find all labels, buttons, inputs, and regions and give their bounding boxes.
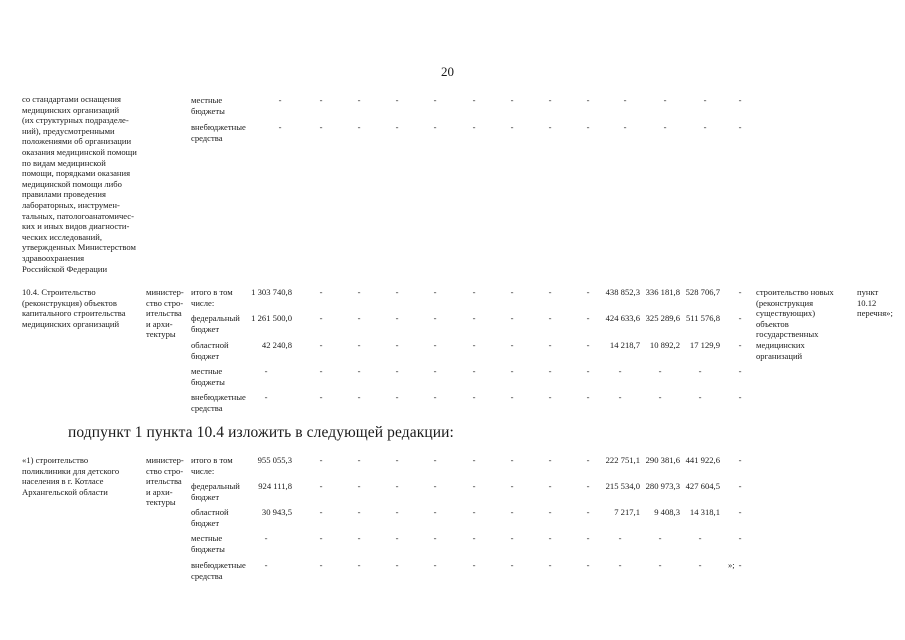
measure-title-line: (реконструкция) объектов (22, 297, 117, 308)
empty-value-dash: - (510, 122, 514, 132)
measure-description-line: ний), предусмотренными (22, 125, 115, 136)
funding-source-label: местные бюджеты (191, 95, 225, 116)
year-amount: 424 633,6 (605, 313, 640, 323)
measure-description-line: (их структурных подразделе- (22, 115, 129, 126)
funding-source-label: местные бюджеты (191, 533, 225, 554)
empty-value-dash: - (433, 313, 437, 323)
empty-value-dash: - (357, 560, 361, 570)
measure-title-line: Архангельской области (22, 486, 108, 497)
empty-value-dash: - (548, 455, 552, 465)
empty-value-dash: - (395, 392, 399, 402)
expected-result-line: строительство новых (756, 287, 834, 297)
empty-value-dash: - (548, 95, 552, 105)
empty-value-dash: - (510, 313, 514, 323)
executor-line: и архи- (146, 318, 173, 329)
measure-description-line: со стандартами оснащения (22, 94, 121, 104)
empty-value-dash: - (433, 122, 437, 132)
funding-source-label: итого в том числе: (191, 287, 233, 308)
empty-value-dash: - (738, 366, 742, 376)
total-amount: - (264, 533, 268, 543)
expected-result-line: (реконструкция (756, 297, 814, 308)
empty-value-dash: - (472, 507, 476, 517)
empty-value-dash: - (319, 313, 323, 323)
year-amount: - (658, 533, 662, 543)
expected-result-line: медицинских (756, 340, 805, 350)
empty-value-dash: - (319, 455, 323, 465)
empty-value-dash: - (586, 366, 590, 376)
year-amount: - (618, 533, 622, 543)
empty-value-dash: - (510, 481, 514, 491)
empty-value-dash: - (319, 507, 323, 517)
empty-value-dash: - (703, 95, 707, 105)
empty-value-dash: - (357, 122, 361, 132)
empty-value-dash: - (472, 313, 476, 323)
funding-source-label: федеральный бюджет (191, 481, 240, 502)
empty-value-dash: - (433, 392, 437, 402)
measure-description-line: медицинских организаций (22, 104, 120, 115)
empty-value-dash: - (357, 340, 361, 350)
empty-value-dash: - (433, 95, 437, 105)
funding-source-label: местные бюджеты (191, 366, 225, 387)
empty-value-dash: - (319, 392, 323, 402)
year-amount: - (618, 392, 622, 402)
empty-value-dash: - (278, 122, 282, 132)
empty-value-dash: - (586, 533, 590, 543)
empty-value-dash: - (472, 287, 476, 297)
year-amount: - (698, 560, 702, 570)
funding-source-label: внебюджетные средства (191, 392, 246, 413)
page-number: 20 (441, 64, 454, 79)
empty-value-dash: - (357, 533, 361, 543)
empty-value-dash: - (319, 560, 323, 570)
empty-value-dash: - (433, 507, 437, 517)
empty-value-dash: - (586, 340, 590, 350)
empty-value-dash: - (472, 340, 476, 350)
empty-value-dash: - (738, 533, 742, 543)
empty-value-dash: - (433, 366, 437, 376)
empty-value-dash: - (433, 287, 437, 297)
empty-value-dash: - (548, 313, 552, 323)
executor-line: и архи- (146, 486, 173, 497)
empty-value-dash: - (586, 560, 590, 570)
measure-description-line: правилами проведения (22, 189, 106, 200)
empty-value-dash: - (548, 122, 552, 132)
total-amount: - (264, 392, 268, 402)
measure-title-line: «1) строительство (22, 455, 89, 465)
measure-description-line: тальных, патологоанатомичес- (22, 210, 134, 221)
year-amount: 290 381,6 (645, 455, 680, 465)
empty-value-dash: - (395, 95, 399, 105)
empty-value-dash: - (510, 366, 514, 376)
empty-value-dash: - (738, 392, 742, 402)
expected-result-line: объектов (756, 318, 789, 329)
empty-value-dash: - (738, 122, 742, 132)
empty-value-dash: - (395, 455, 399, 465)
empty-value-dash: - (623, 95, 627, 105)
total-amount: - (264, 366, 268, 376)
empty-value-dash: - (586, 287, 590, 297)
year-amount: 427 604,5 (685, 481, 720, 491)
empty-value-dash: - (510, 287, 514, 297)
year-amount: 325 289,6 (645, 313, 680, 323)
measure-title-line: 10.4. Строительство (22, 287, 96, 297)
empty-value-dash: - (510, 533, 514, 543)
year-amount: 9 408,3 (654, 507, 680, 517)
empty-value-dash: - (395, 533, 399, 543)
empty-value-dash: - (586, 455, 590, 465)
measure-description-line: оказания медицинской помощи (22, 147, 137, 157)
empty-value-dash: - (663, 122, 667, 132)
expected-result-line: организаций (756, 350, 803, 361)
empty-value-dash: - (472, 122, 476, 132)
empty-value-dash: - (319, 95, 323, 105)
empty-value-dash: - (395, 122, 399, 132)
year-amount: - (658, 392, 662, 402)
total-amount: 955 055,3 (257, 455, 292, 465)
empty-value-dash: - (738, 340, 742, 350)
empty-value-dash: - (395, 560, 399, 570)
empty-value-dash: - (357, 455, 361, 465)
year-amount: 7 217,1 (614, 507, 640, 517)
empty-value-dash: - (433, 481, 437, 491)
total-amount: 1 261 500,0 (251, 313, 292, 323)
measure-description-line: лабораторных, инструмен- (22, 200, 120, 210)
measure-title-line: населения в г. Котласе (22, 476, 104, 487)
measure-description-line: Российской Федерации (22, 263, 108, 274)
empty-value-dash: - (623, 122, 627, 132)
year-amount: - (618, 366, 622, 376)
funding-source-label: итого в том числе: (191, 455, 233, 476)
empty-value-dash: - (319, 122, 323, 132)
empty-value-dash: - (278, 95, 282, 105)
empty-value-dash: - (586, 313, 590, 323)
empty-value-dash: - (510, 560, 514, 570)
empty-value-dash: - (548, 560, 552, 570)
executor-line: ство стро- (146, 297, 184, 308)
funding-source-label: областной бюджет (191, 340, 229, 361)
empty-value-dash: - (357, 392, 361, 402)
executor-line: ительства (146, 476, 182, 487)
empty-value-dash: - (548, 507, 552, 517)
empty-value-dash: - (395, 481, 399, 491)
measure-description-line: ческих исследований, (22, 231, 102, 242)
year-amount: 280 973,3 (645, 481, 680, 491)
empty-value-dash: - (395, 340, 399, 350)
empty-value-dash: - (548, 366, 552, 376)
empty-value-dash: - (319, 287, 323, 297)
year-amount: 336 181,8 (645, 287, 680, 297)
empty-value-dash: - (472, 560, 476, 570)
empty-value-dash: - (395, 507, 399, 517)
total-amount: 924 111,8 (258, 481, 292, 491)
year-amount: 441 922,6 (685, 455, 720, 465)
empty-value-dash: - (357, 481, 361, 491)
executor-line: ительства (146, 308, 182, 319)
year-amount: 215 534,0 (605, 481, 640, 491)
measure-description-line: помощи, порядками оказания (22, 168, 131, 179)
empty-value-dash: - (586, 95, 590, 105)
measure-description-line: ких и иных видов диагности- (22, 221, 130, 232)
year-amount: - (618, 560, 622, 570)
empty-value-dash: - (548, 340, 552, 350)
empty-value-dash: - (586, 481, 590, 491)
measure-description-line: медицинской помощи либо (22, 178, 122, 189)
year-amount: 17 129,9 (689, 340, 720, 350)
indicator-reference-line: пункт (857, 287, 879, 297)
empty-value-dash: - (548, 533, 552, 543)
empty-value-dash: - (663, 95, 667, 105)
year-amount: 222 751,1 (605, 455, 640, 465)
empty-value-dash: - (395, 366, 399, 376)
empty-value-dash: - (548, 481, 552, 491)
total-amount: - (264, 560, 268, 570)
empty-value-dash: - (548, 392, 552, 402)
empty-value-dash: - (472, 455, 476, 465)
year-amount: - (698, 392, 702, 402)
empty-value-dash: - (472, 533, 476, 543)
total-amount: 1 303 740,8 (251, 287, 292, 297)
measure-description-line: положениями об организации (22, 136, 132, 147)
year-amount: - (658, 366, 662, 376)
closing-quote: »; (728, 560, 735, 570)
empty-value-dash: - (319, 533, 323, 543)
empty-value-dash: - (472, 366, 476, 376)
executor-line: министер- (146, 287, 184, 297)
executor-line: тектуры (146, 497, 176, 508)
measure-title-line: медицинских организаций (22, 318, 120, 329)
year-amount: 14 218,7 (609, 340, 640, 350)
funding-source-label: внебюджетные средства (191, 122, 246, 143)
empty-value-dash: - (738, 95, 742, 105)
funding-source-label: внебюджетные средства (191, 560, 246, 581)
empty-value-dash: - (510, 392, 514, 402)
expected-result-line: государственных (756, 329, 819, 340)
empty-value-dash: - (738, 455, 742, 465)
empty-value-dash: - (433, 455, 437, 465)
year-amount: 14 318,1 (689, 507, 720, 517)
empty-value-dash: - (703, 122, 707, 132)
empty-value-dash: - (586, 122, 590, 132)
executor-line: министер- (146, 455, 184, 465)
empty-value-dash: - (738, 313, 742, 323)
empty-value-dash: - (319, 340, 323, 350)
empty-value-dash: - (357, 507, 361, 517)
empty-value-dash: - (472, 481, 476, 491)
empty-value-dash: - (586, 392, 590, 402)
executor-line: тектуры (146, 329, 176, 340)
year-amount: - (658, 560, 662, 570)
empty-value-dash: - (738, 507, 742, 517)
empty-value-dash: - (433, 340, 437, 350)
empty-value-dash: - (510, 340, 514, 350)
empty-value-dash: - (319, 481, 323, 491)
empty-value-dash: - (395, 313, 399, 323)
empty-value-dash: - (472, 95, 476, 105)
expected-result-line: существующих) (756, 308, 816, 319)
year-amount: 528 706,7 (685, 287, 720, 297)
empty-value-dash: - (738, 560, 742, 570)
empty-value-dash: - (510, 95, 514, 105)
empty-value-dash: - (357, 287, 361, 297)
measure-title-line: капитального строительства (22, 308, 126, 319)
empty-value-dash: - (738, 481, 742, 491)
total-amount: 42 240,8 (261, 340, 292, 350)
empty-value-dash: - (510, 455, 514, 465)
empty-value-dash: - (357, 366, 361, 376)
amendment-heading: подпункт 1 пункта 10.4 изложить в следующей редакции: (68, 424, 454, 441)
measure-description-line: утвержденных Министерством (22, 242, 136, 253)
empty-value-dash: - (433, 533, 437, 543)
year-amount: 511 576,8 (685, 313, 720, 323)
empty-value-dash: - (510, 507, 514, 517)
indicator-reference-line: перечня»; (857, 308, 893, 319)
empty-value-dash: - (586, 507, 590, 517)
empty-value-dash: - (395, 287, 399, 297)
measure-description-line: по видам медицинской (22, 157, 106, 168)
funding-source-label: федеральный бюджет (191, 313, 240, 334)
measure-description-line: здравоохранения (22, 253, 85, 263)
indicator-reference-line: 10.12 (857, 297, 877, 308)
empty-value-dash: - (433, 560, 437, 570)
empty-value-dash: - (319, 366, 323, 376)
year-amount: - (698, 366, 702, 376)
empty-value-dash: - (738, 287, 742, 297)
year-amount: 438 852,3 (605, 287, 640, 297)
funding-source-label: областной бюджет (191, 507, 229, 528)
year-amount: - (698, 533, 702, 543)
total-amount: 30 943,5 (261, 507, 292, 517)
executor-line: ство стро- (146, 465, 184, 476)
measure-title-line: поликлиники для детского (22, 465, 120, 476)
empty-value-dash: - (357, 95, 361, 105)
year-amount: 10 892,2 (649, 340, 680, 350)
empty-value-dash: - (472, 392, 476, 402)
empty-value-dash: - (548, 287, 552, 297)
empty-value-dash: - (357, 313, 361, 323)
